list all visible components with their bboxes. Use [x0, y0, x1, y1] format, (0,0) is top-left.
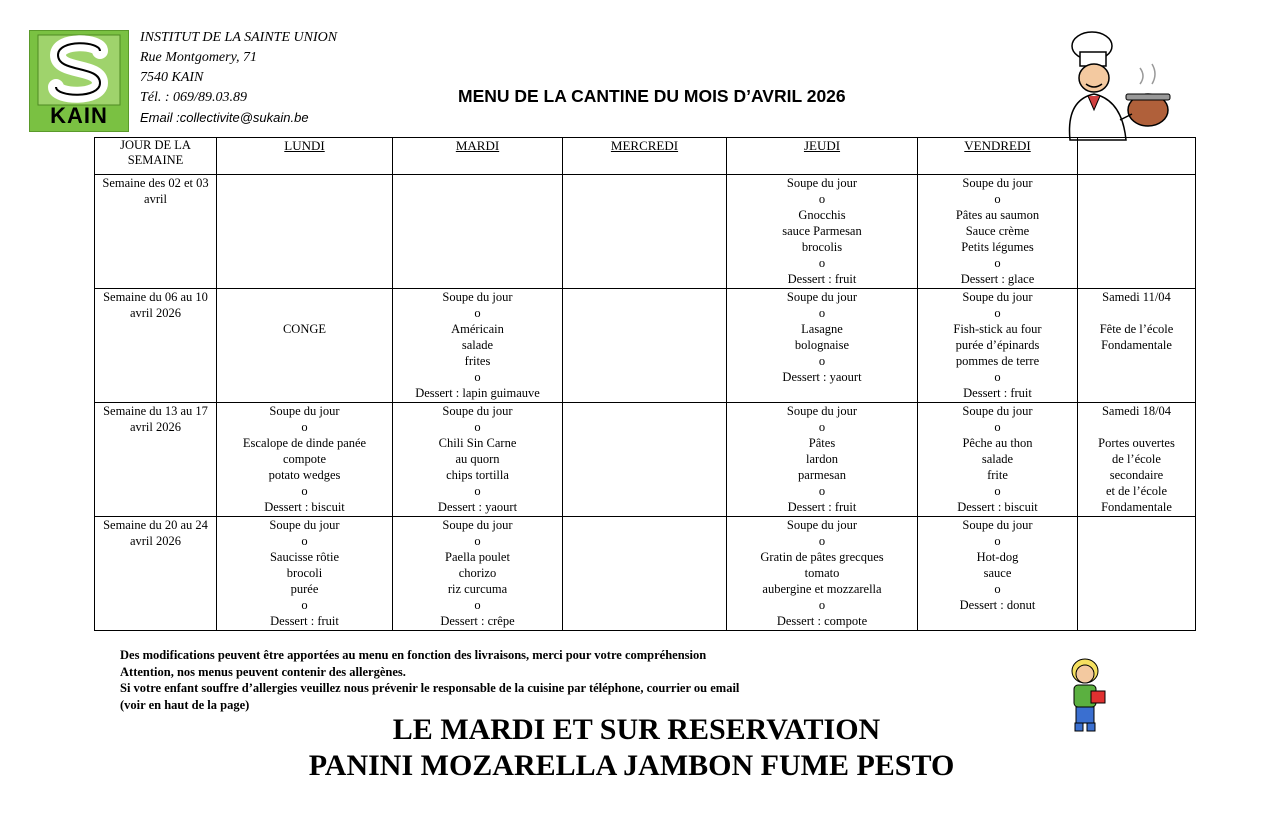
notes-block: [120, 647, 739, 713]
menu-line: o: [474, 534, 481, 548]
menu-line: o: [474, 306, 481, 320]
menu-line: Soupe du jour: [269, 404, 340, 418]
menu-cell-jeudi: [727, 517, 918, 631]
menu-line: Dessert : donut: [959, 598, 1036, 612]
header-first-line1: JOUR DE LA: [120, 138, 191, 152]
week-label: Semaine du 06 au 10 avril 2026: [103, 290, 208, 320]
menu-line: o: [301, 598, 308, 612]
side-note-line: Fête de l’école: [1099, 322, 1174, 336]
chef-icon: [1060, 24, 1175, 142]
menu-line: Soupe du jour: [442, 518, 513, 532]
menu-line: o: [818, 598, 826, 612]
menu-line: Petits légumes: [961, 240, 1034, 254]
note-line: Attention, nos menus peuvent contenir des allergènes.: [120, 664, 406, 679]
header-first-line2: SEMAINE: [127, 153, 184, 167]
phone: Tél. : 069/89.03.89: [140, 90, 247, 105]
side-note-cell: [1078, 289, 1196, 403]
week-label: Semaine du 13 au 17 avril 2026: [103, 404, 208, 434]
menu-line: Américain: [451, 322, 504, 336]
menu-line: Gratin de pâtes grecques: [760, 550, 884, 564]
menu-line: Dessert : glace: [960, 272, 1035, 286]
menu-line: tomato: [804, 566, 840, 580]
week-label-cell: [95, 403, 217, 517]
menu-line: CONGE: [282, 322, 327, 336]
menu-line: o: [994, 534, 1001, 548]
menu-line: Dessert : lapin guimauve: [415, 386, 540, 400]
menu-cell-jeudi: [727, 175, 918, 289]
menu-line: Escalope de dinde panée: [242, 436, 367, 450]
menu-line: Pâtes: [808, 436, 836, 450]
menu-cell-mardi: [393, 175, 563, 289]
table-row: [95, 517, 1196, 631]
menu-line: o: [818, 534, 826, 548]
note-line: Des modifications peuvent être apportées au menu en fonction des livraisons, merci pour votre compréhension: [120, 648, 707, 662]
menu-cell-vendredi: [918, 175, 1078, 289]
menu-line: o: [818, 192, 826, 206]
menu-line: o: [994, 192, 1001, 206]
menu-cell-mercredi: [563, 517, 727, 631]
side-note-cell: [1078, 403, 1196, 517]
menu-line: parmesan: [798, 468, 846, 482]
menu-cell-vendredi: [918, 517, 1078, 631]
panini-line1: LE MARDI ET SUR RESERVATION: [392, 713, 881, 746]
menu-line: o: [474, 420, 481, 434]
note-line: (voir en haut de la page): [120, 697, 250, 712]
menu-line: Gnocchis: [798, 208, 846, 222]
menu-cell-mercredi: [563, 403, 727, 517]
menu-line: Lasagne: [801, 322, 843, 336]
menu-line: brocoli: [286, 566, 323, 580]
menu-line: frites: [464, 354, 491, 368]
side-note-line: et de l’école: [1105, 484, 1168, 498]
menu-line: riz curcuma: [447, 582, 508, 596]
menu-line: o: [994, 582, 1001, 596]
institution-name: INSTITUT DE LA SAINTE UNION: [140, 30, 338, 45]
menu-line: o: [994, 484, 1001, 498]
menu-line: sauce: [983, 566, 1012, 580]
menu-line: o: [994, 306, 1001, 320]
menu-line: o: [301, 534, 308, 548]
menu-line: Dessert : fruit: [270, 614, 339, 628]
week-label-cell: [95, 175, 217, 289]
menu-line: o: [818, 420, 826, 434]
menu-cell-mardi: [393, 517, 563, 631]
menu-cell-jeudi: [727, 289, 918, 403]
table-row: [95, 175, 1196, 289]
menu-line: Soupe du jour: [442, 290, 513, 304]
menu-line: brocolis: [801, 240, 843, 254]
menu-line: Dessert : fruit: [963, 386, 1032, 400]
menu-line: o: [994, 256, 1001, 270]
header-mardi: MARDI: [393, 138, 563, 175]
menu-line: Dessert : compote: [776, 614, 868, 628]
side-note-line: Portes ouvertes: [1098, 436, 1175, 450]
side-note-line: Fondamentale: [1101, 338, 1172, 352]
table-row: [95, 403, 1196, 517]
menu-line: Pâtes au saumon: [955, 208, 1040, 222]
side-note-cell: [1078, 517, 1196, 631]
menu-line: o: [994, 420, 1001, 434]
header-mercredi: MERCREDI: [563, 138, 727, 175]
street-address: Rue Montgomery, 71: [140, 50, 258, 65]
page-title: MENU DE LA CANTINE DU MOIS D’AVRIL 2026: [458, 86, 846, 106]
menu-line: Soupe du jour: [786, 290, 858, 304]
week-label-cell: [95, 289, 217, 403]
menu-line: Soupe du jour: [786, 404, 858, 418]
week-label-cell: [95, 517, 217, 631]
menu-line: o: [818, 354, 826, 368]
menu-cell-lundi: [217, 175, 393, 289]
week-label: Semaine des 02 et 03 avril: [102, 176, 209, 206]
menu-line: au quorn: [455, 452, 500, 466]
menu-line: purée d’épinards: [955, 338, 1040, 352]
menu-line: Soupe du jour: [962, 518, 1033, 532]
side-note-line: [1078, 419, 1195, 435]
city: 7540 KAIN: [140, 70, 204, 85]
panini-banner: [0, 712, 1263, 784]
header-week-column: [95, 138, 217, 175]
menu-line: Dessert : biscuit: [264, 500, 345, 514]
header-vendredi: VENDREDI: [918, 138, 1078, 175]
menu-cell-lundi: [217, 289, 393, 403]
menu-line: Dessert : yaourt: [437, 500, 518, 514]
menu-line: Dessert : fruit: [787, 500, 857, 514]
menu-line: o: [818, 306, 826, 320]
menu-line: purée: [290, 582, 319, 596]
menu-line: Soupe du jour: [962, 176, 1033, 190]
menu-line: salade: [981, 452, 1014, 466]
menu-line: frite: [987, 468, 1008, 482]
menu-line: Soupe du jour: [962, 290, 1033, 304]
school-logo: [29, 30, 129, 132]
menu-line: o: [994, 370, 1001, 384]
menu-line: potato wedges: [268, 468, 341, 482]
note-line: Si votre enfant souffre d’allergies veuillez nous prévenir le responsable de la cuisine par téléphone, courrier ou email: [120, 681, 740, 695]
menu-cell-lundi: [217, 517, 393, 631]
menu-line: Soupe du jour: [786, 176, 858, 190]
menu-line: o: [474, 370, 481, 384]
menu-line: Hot-dog: [976, 550, 1019, 564]
menu-line: chorizo: [458, 566, 497, 580]
menu-line: lardon: [806, 452, 838, 466]
menu-cell-lundi: [217, 403, 393, 517]
menu-cell-vendredi: [918, 403, 1078, 517]
header-jeudi: JEUDI: [727, 138, 918, 175]
menu-line: chips tortilla: [446, 468, 509, 482]
menu-line: o: [474, 484, 481, 498]
menu-cell-mercredi: [563, 175, 727, 289]
side-note-line: Samedi 18/04: [1101, 404, 1172, 418]
menu-line: Dessert : crêpe: [440, 614, 515, 628]
menu-line: Soupe du jour: [786, 518, 858, 532]
menu-line: o: [818, 256, 826, 270]
menu-line: sauce Parmesan: [782, 224, 862, 238]
menu-line: Dessert : fruit: [787, 272, 857, 286]
menu-line: pommes de terre: [955, 354, 1040, 368]
table-header-row: [95, 138, 1196, 175]
menu-line: Dessert : yaourt: [782, 370, 862, 384]
menu-line: [217, 289, 392, 305]
side-note-line: de l’école: [1112, 452, 1161, 466]
menu-line: Soupe du jour: [962, 404, 1033, 418]
menu-line: o: [301, 484, 308, 498]
menu-line: o: [301, 420, 308, 434]
menu-line: aubergine et mozzarella: [762, 582, 882, 596]
menu-cell-jeudi: [727, 403, 918, 517]
side-note-line: secondaire: [1109, 468, 1164, 482]
address-block: [140, 28, 337, 128]
menu-line: o: [474, 598, 481, 612]
panini-line2: PANINI MOZARELLA JAMBON FUME PESTO: [308, 749, 955, 782]
menu-line: Saucisse rôtie: [269, 550, 340, 564]
menu-line: Dessert : biscuit: [957, 500, 1038, 514]
logo-text: KAIN: [50, 103, 108, 128]
side-note-line: Samedi 11/04: [1102, 290, 1171, 304]
menu-cell-mardi: [393, 289, 563, 403]
table-row: [95, 289, 1196, 403]
menu-cell-vendredi: [918, 289, 1078, 403]
menu-line: Pêche au thon: [962, 436, 1033, 450]
week-label: Semaine du 20 au 24 avril 2026: [103, 518, 208, 548]
menu-line: [217, 305, 392, 321]
menu-line: Chili Sin Carne: [438, 436, 517, 450]
menu-line: compote: [282, 452, 327, 466]
menu-table: [94, 137, 1196, 631]
menu-line: Paella poulet: [445, 550, 510, 564]
side-note-line: [1078, 305, 1195, 321]
menu-line: Sauce crème: [965, 224, 1030, 238]
email: Email :collectivite@sukain.be: [140, 110, 309, 125]
side-note-line: Fondamentale: [1101, 500, 1172, 514]
menu-cell-mercredi: [563, 289, 727, 403]
header-extra: [1078, 138, 1196, 175]
menu-line: Fish-stick au four: [953, 322, 1042, 336]
menu-line: Soupe du jour: [442, 404, 513, 418]
menu-line: Soupe du jour: [269, 518, 340, 532]
menu-line: bolognaise: [794, 338, 850, 352]
side-note-cell: [1078, 175, 1196, 289]
menu-line: salade: [461, 338, 494, 352]
menu-line: o: [818, 484, 826, 498]
header-lundi: LUNDI: [217, 138, 393, 175]
menu-cell-mardi: [393, 403, 563, 517]
